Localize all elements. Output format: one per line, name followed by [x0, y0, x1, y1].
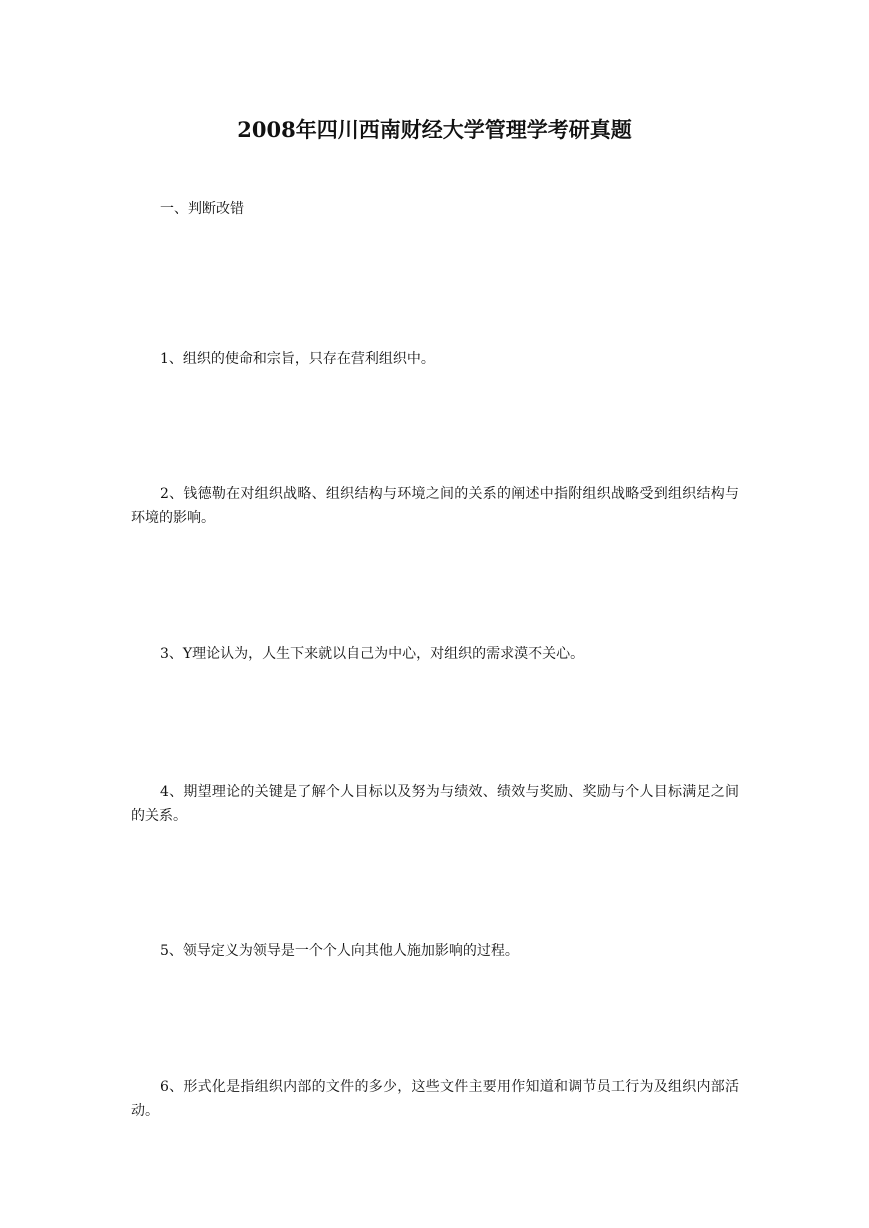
question-5: 5、领导定义为领导是一个个人向其他人施加影响的过程。	[160, 943, 519, 959]
question-6: 6、形式化是指组织内部的文件的多少，这些文件主要用作知道和调节员工行为及组织内部活动。	[131, 1079, 739, 1119]
question-2: 2、钱德勒在对组织战略、组织结构与环境之间的关系的阐述中指附组织战略受到组织结构与环境的影响。	[131, 486, 739, 526]
page-title: 2008年四川西南财经大学管理学考研真题	[237, 117, 632, 142]
question-4: 4、期望理论的关键是了解个人目标以及努为与绩效、绩效与奖励、奖励与个人目标满足之间的关系。	[131, 784, 739, 824]
question-3: 3、Y理论认为，人生下来就以自己为中心，对组织的需求漠不关心。	[160, 646, 585, 662]
section-heading: 一、判断改错	[160, 201, 244, 217]
question-1: 1、组织的使命和宗旨，只存在营利组织中。	[160, 351, 435, 367]
